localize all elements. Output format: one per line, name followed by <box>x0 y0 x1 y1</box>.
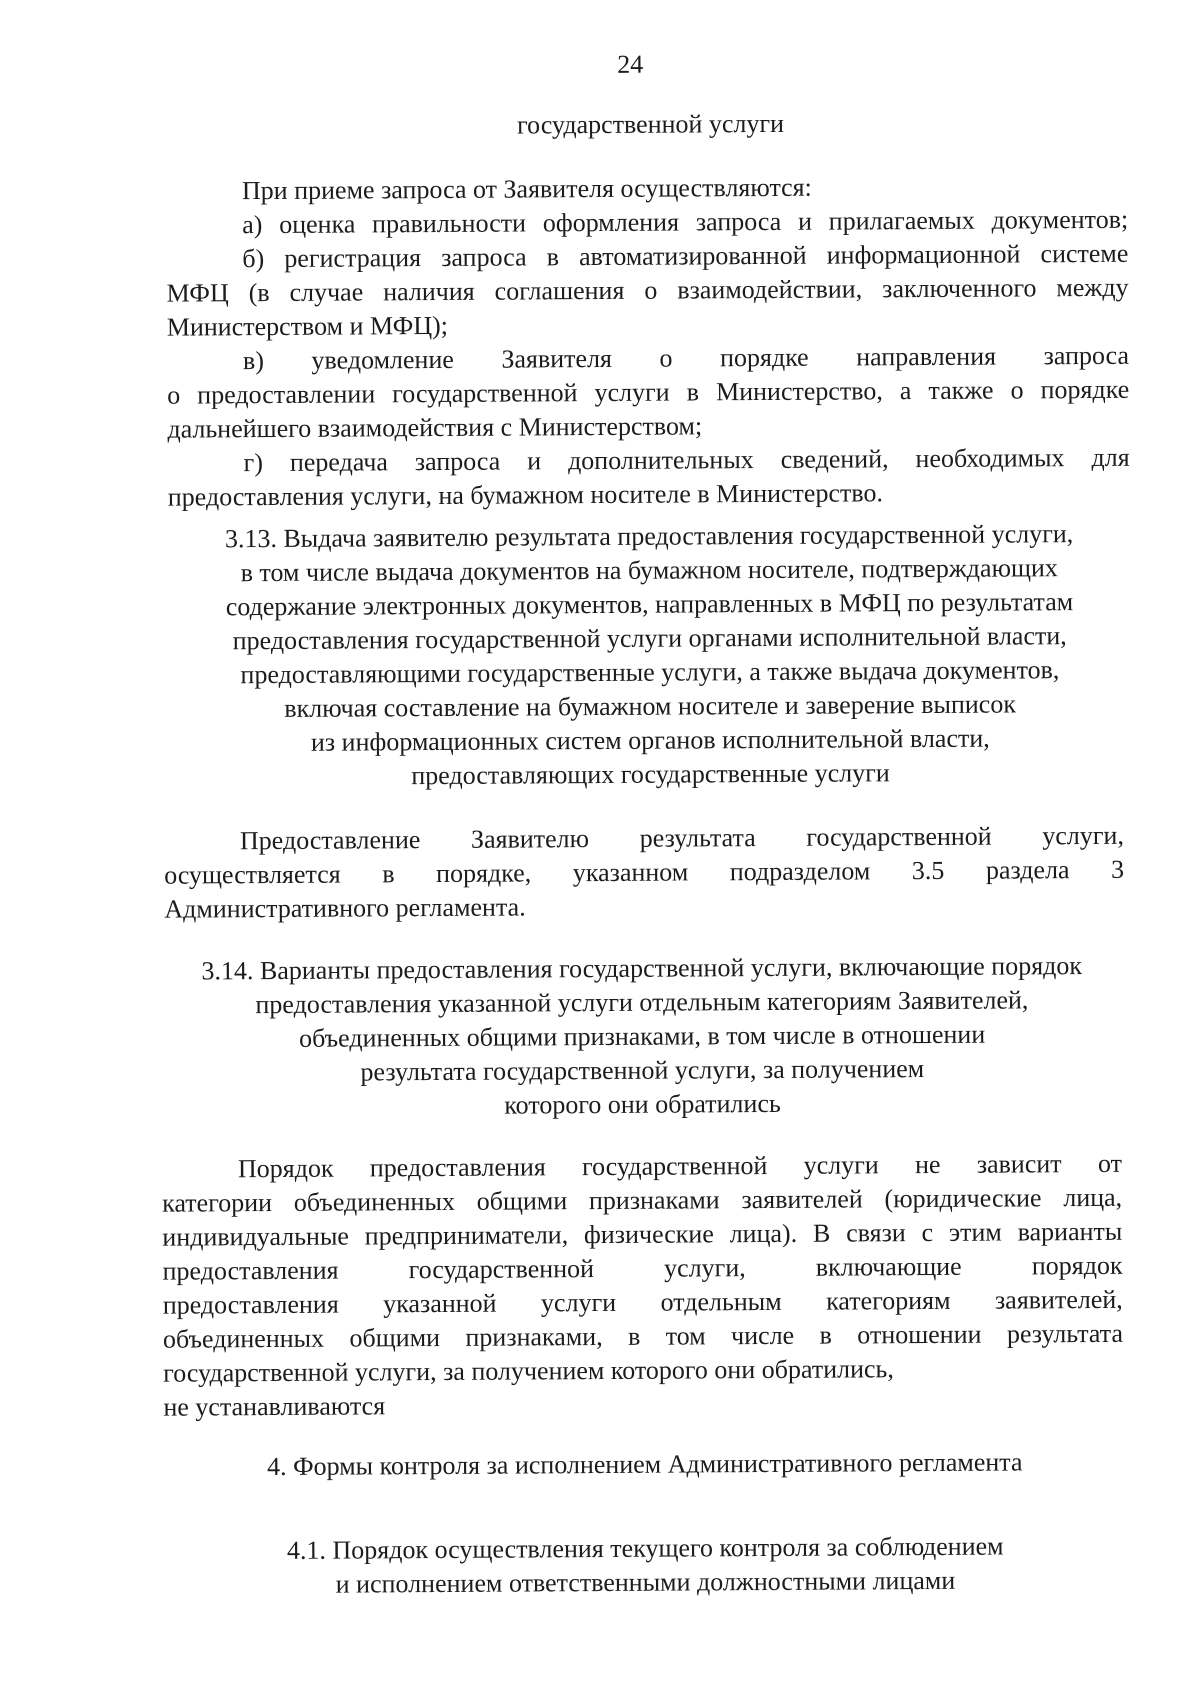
body-line: государственной услуги, за получением которого они обратились, <box>163 1354 894 1388</box>
body-line: Порядок предоставления государственной услуги не зависит от <box>237 1148 1123 1184</box>
continued-heading: государственной услуги <box>517 108 785 140</box>
body-line: индивидуальные предприниматели, физические лица). В связи с этим варианты <box>162 1216 1123 1252</box>
heading-line: которого они обратились <box>504 1088 781 1120</box>
intake-section <box>166 169 1130 515</box>
body-line: не устанавливаются <box>163 1391 386 1422</box>
page-number: 24 <box>617 49 644 79</box>
body-line: предоставления указанной услуги отдельным категориям заявителей, <box>162 1284 1123 1320</box>
heading-line: 3.13. Выдача заявителю результата предоставления государственной услуги, <box>224 519 1074 554</box>
heading-line: предоставляющими государственные услуги, а также выдача документов, <box>240 655 1060 690</box>
intake-item-b-line1: б) регистрация запроса в автоматизированной информационной системе <box>242 238 1129 274</box>
intake-item-v-line3: дальнейшего взаимодействия с Министерством; <box>167 411 703 444</box>
heading-line: предоставления указанной услуги отдельным категориям Заявителей, <box>255 985 1029 1020</box>
body-line: осуществляется в порядке, указанном подразделом 3.5 раздела 3 <box>164 854 1125 890</box>
heading-line: 4.1. Порядок осуществления текущего контроля за соблюдением <box>286 1531 1004 1565</box>
section-3-13-body <box>164 819 1125 927</box>
section-3-14-heading <box>161 949 1124 1125</box>
intake-item-b-line3: Министерством и МФЦ); <box>166 310 449 342</box>
body-line: предоставления государственной услуги, включающие порядок <box>162 1250 1123 1286</box>
intake-item-b-line2: МФЦ (в случае наличия соглашения о взаимодействии, заключенного между <box>166 272 1129 308</box>
section-4-1-heading <box>164 1529 1126 1603</box>
heading-line: в том числе выдача документов на бумажном носителе, подтверждающих <box>240 553 1058 588</box>
body-line: Предоставление Заявителю результата государственной услуги, <box>239 820 1125 856</box>
heading-line: предоставляющих государственные услуги <box>411 758 890 791</box>
heading-line: объединенных общими признаками, в том числе в отношении <box>298 1019 986 1053</box>
section-3-13-heading <box>174 517 1126 795</box>
section-3-14-body <box>162 1147 1124 1425</box>
intake-item-a: а) оценка правильности оформления запроса и прилагаемых документов; <box>242 204 1129 240</box>
heading-line: предоставления государственной услуги органами исполнительной власти, <box>232 621 1067 656</box>
heading-line: 4. Формы контроля за исполнением Административного регламента <box>266 1447 1023 1482</box>
heading-line: и исполнением ответственными должностными лицами <box>335 1565 956 1599</box>
body-line: объединенных общими признаками, в том числе в отношении результата <box>162 1318 1124 1354</box>
intake-item-v-line1: в) уведомление Заявителя о порядке направления запроса <box>242 340 1130 376</box>
section-4-heading <box>164 1445 1126 1485</box>
heading-line: 3.14. Варианты предоставления государственной услуги, включающие порядок <box>201 951 1083 986</box>
intake-item-g-line1: г) передача запроса и дополнительных сведений, необходимых для <box>243 442 1130 478</box>
heading-line: включая составление на бумажном носителе и заверение выписок <box>284 689 1017 723</box>
heading-line: из информационных систем органов исполнительной власти, <box>310 723 990 757</box>
intake-intro: При приеме запроса от Заявителя осуществляются: <box>241 172 812 206</box>
body-line: Административного регламента. <box>164 892 526 924</box>
intake-item-g-line2: предоставления услуги, на бумажном носителе в Министерство. <box>167 478 884 512</box>
heading-line: содержание электронных документов, направленных в МФЦ по результатам <box>225 587 1074 622</box>
intake-item-v-line2: о предоставлении государственной услуги в Министерство, а также о порядке <box>167 374 1130 410</box>
heading-line: результата государственной услуги, за получением <box>360 1054 925 1087</box>
body-line: категории объединенных общими признаками заявителей (юридические лица, <box>162 1182 1123 1218</box>
